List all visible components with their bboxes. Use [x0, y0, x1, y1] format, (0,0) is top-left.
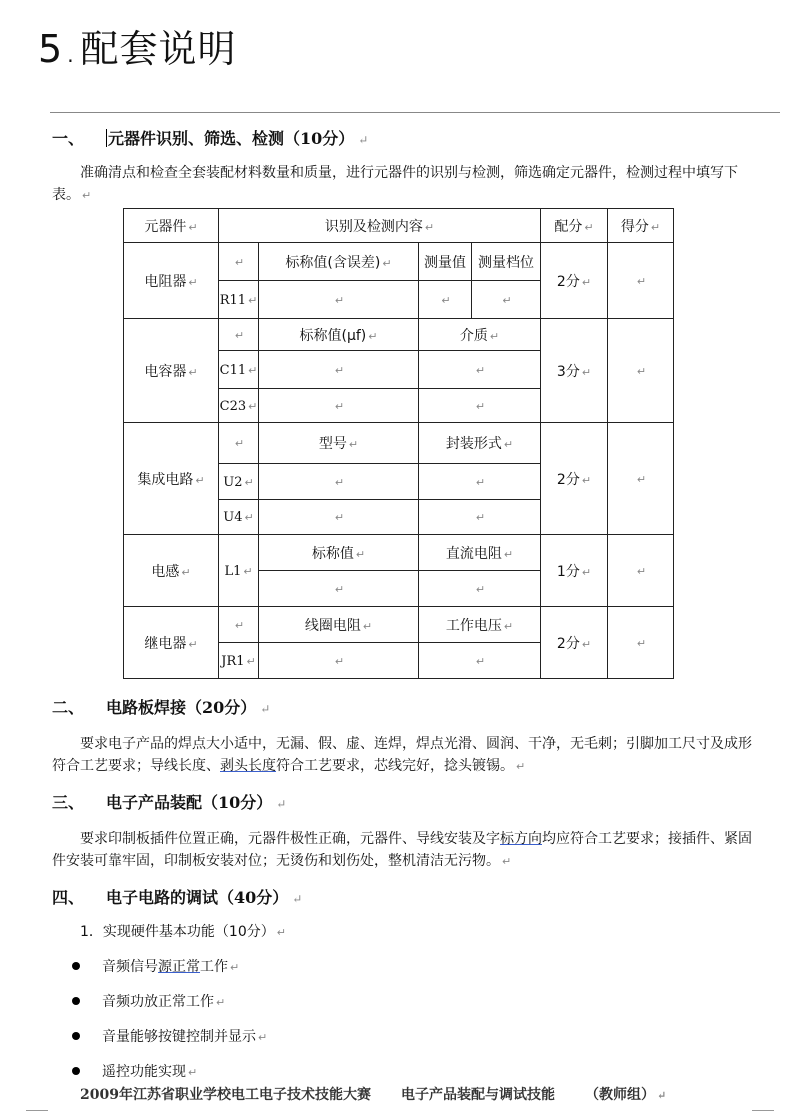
bullet-icon [72, 1067, 80, 1075]
table-row [124, 535, 674, 571]
table-cell: 测量档位 [472, 243, 541, 281]
table-cell: 型号 ↵ [259, 423, 419, 464]
table-row [124, 243, 674, 281]
table-row [124, 607, 674, 643]
table-cell: ↵ [419, 281, 472, 319]
section-heading-3: 三、 电子产品装配（10分） ↵ [52, 793, 287, 812]
header-cell: 元器件 ↵ [124, 209, 219, 243]
score-cell: ↵ [608, 243, 674, 319]
table-cell: 标称值 ↵ [259, 535, 419, 571]
table-row [124, 423, 674, 464]
table-cell: 工作电压 ↵ [419, 607, 541, 643]
section-3-paragraph: 要求印制板插件位置正确，元器件极性正确，元器件、导线安装及字标方向均应符合工艺要求；接插件、紧固件安装可靠牢固，印制板安装对位；无烫伤和划伤处，整机清洁无污物。 ↵ [52, 831, 752, 869]
table-cell: ↵ [419, 464, 541, 500]
table-header-row [124, 209, 674, 243]
table-cell: 测量值 [419, 243, 472, 281]
component-name-cell: 继电器 ↵ [124, 607, 219, 679]
section-heading-2: 二、 电路板焊接（20分） ↵ [52, 698, 271, 717]
list-item: 音频功放正常工作 ↵ [72, 992, 225, 1013]
score-cell: ↵ [608, 423, 674, 535]
table-cell: R11 ↵ [219, 281, 259, 319]
table-cell: 标称值(μf) ↵ [259, 319, 419, 351]
bullet-icon [72, 1032, 80, 1040]
component-table [123, 208, 674, 679]
table-cell: ↵ [219, 607, 259, 643]
table-cell: ↵ [219, 319, 259, 351]
list-item: 音量能够按键控制并显示 ↵ [72, 1027, 267, 1048]
header-cell: 配分 ↵ [541, 209, 608, 243]
points-cell: 2分 ↵ [541, 423, 608, 535]
page-title: 5 . 配套说明 [38, 27, 237, 71]
table-row [124, 319, 674, 351]
table-cell: 直流电阻 ↵ [419, 535, 541, 571]
header-cell: 得分 ↵ [608, 209, 674, 243]
list-item: 遥控功能实现 ↵ [72, 1062, 197, 1083]
table-cell: ↵ [419, 643, 541, 679]
page-corner-mark [752, 1110, 774, 1111]
score-cell: ↵ [608, 319, 674, 423]
component-name-cell: 集成电路 ↵ [124, 423, 219, 535]
table-cell: ↵ [219, 243, 259, 281]
section-2-paragraph: 要求电子产品的焊点大小适中，无漏、假、虚、连焊，焊点光滑、圆润、干净，无毛刺；引脚加工尺寸及成形符合工艺要求；导线长度、剥头长度符合工艺要求，芯线完好，捻头镀锡。 ↵ [52, 736, 752, 774]
table-cell: ↵ [219, 423, 259, 464]
table-cell: C23 ↵ [219, 389, 259, 423]
component-name-cell: 电阻器 ↵ [124, 243, 219, 319]
header-cell: 识别及检测内容 ↵ [219, 209, 541, 243]
section-heading-1: 一、 元器件识别、筛选、检测（10分） ↵ [52, 129, 369, 148]
table-cell: ↵ [472, 281, 541, 319]
table-cell: ↵ [259, 643, 419, 679]
table-cell: ↵ [259, 281, 419, 319]
table-cell: JR1 ↵ [219, 643, 259, 679]
bullet-icon [72, 962, 80, 970]
table-cell: U2 ↵ [219, 464, 259, 500]
points-cell: 3分 ↵ [541, 319, 608, 423]
table-cell: ↵ [259, 389, 419, 423]
table-cell: U4 ↵ [219, 500, 259, 535]
table-cell: L1 ↵ [219, 535, 259, 607]
table-cell: ↵ [419, 389, 541, 423]
section-heading-4: 四、 电子电路的调试（40分） ↵ [52, 888, 303, 907]
score-cell: ↵ [608, 607, 674, 679]
page-footer: 2009年江苏省职业学校电工电子技术技能大赛 电子产品装配与调试技能 （教师组） ↵ [80, 1087, 667, 1103]
table-cell: ↵ [259, 500, 419, 535]
text-cursor [106, 129, 107, 147]
table-cell: 封装形式 ↵ [419, 423, 541, 464]
subsection-1: 1．实现硬件基本功能（10分） ↵ [80, 924, 286, 940]
list-item: 音频信号源正常工作 ↵ [72, 957, 239, 978]
header-rule [50, 112, 780, 113]
table-cell: ↵ [419, 571, 541, 607]
bullet-icon [72, 997, 80, 1005]
score-cell: ↵ [608, 535, 674, 607]
points-cell: 2分 ↵ [541, 243, 608, 319]
page-corner-mark [26, 1110, 48, 1111]
component-name-cell: 电容器 ↵ [124, 319, 219, 423]
points-cell: 2分 ↵ [541, 607, 608, 679]
table-cell: 标称值(含误差) ↵ [259, 243, 419, 281]
section-1-paragraph: 准确清点和检查全套装配材料数量和质量，进行元器件的识别与检测，筛选确定元器件，检测过程中填写下表。 ↵ [52, 165, 738, 203]
table-cell: ↵ [419, 500, 541, 535]
table-cell: ↵ [259, 571, 419, 607]
points-cell: 1分 ↵ [541, 535, 608, 607]
table-cell: C11 ↵ [219, 351, 259, 389]
table-cell: ↵ [259, 351, 419, 389]
table-cell: 介质 ↵ [419, 319, 541, 351]
table-cell: ↵ [259, 464, 419, 500]
table-cell: 线圈电阻 ↵ [259, 607, 419, 643]
table-cell: ↵ [419, 351, 541, 389]
component-name-cell: 电感 ↵ [124, 535, 219, 607]
